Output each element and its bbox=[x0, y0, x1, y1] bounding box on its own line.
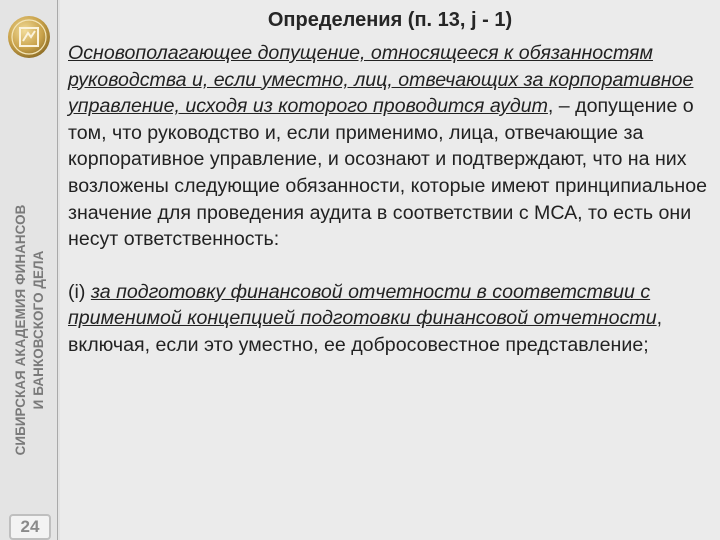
item-marker: (i) bbox=[68, 280, 91, 303]
organization-name-line2: И БАНКОВСКОГО ДЕЛА bbox=[31, 250, 46, 410]
page-number: 24 bbox=[9, 514, 51, 540]
slide-title: Определения (п. 13, j - 1) bbox=[267, 9, 513, 31]
organization-name-line1: СИБИРСКАЯ АКАДЕМИЯ ФИНАНСОВ bbox=[13, 204, 28, 456]
responsibility-item bbox=[68, 279, 713, 359]
definition-text: , – допущение о том, что руководство и, если применимо, лица, отвечающие за корпоративное управление, и осознают и подтверждают, что на них возложены следующие обязанности, которые имеют принципиальное значение для проведения аудита в соответствии с МСА, то есть они несут ответственность: bbox=[68, 95, 708, 251]
academy-logo-icon bbox=[7, 15, 51, 59]
sidebar bbox=[0, 0, 60, 540]
defined-term: Основополагающее допущение, относящееся к обязанностям руководства и, если уместно, лиц, отвечающих за корпоративное управление, исходя из которого проводится аудит bbox=[68, 42, 694, 118]
definition-paragraph bbox=[68, 40, 713, 253]
organization-name bbox=[12, 205, 48, 456]
responsibility-text: , включая, если это уместно, ее добросовестное представление; bbox=[68, 307, 663, 356]
slide-content bbox=[68, 40, 713, 359]
responsibility-term: за подготовку финансовой отчетности в соответствии с применимой концепцией подготовки финансовой отчетности bbox=[68, 280, 657, 330]
sidebar-divider bbox=[57, 0, 58, 540]
